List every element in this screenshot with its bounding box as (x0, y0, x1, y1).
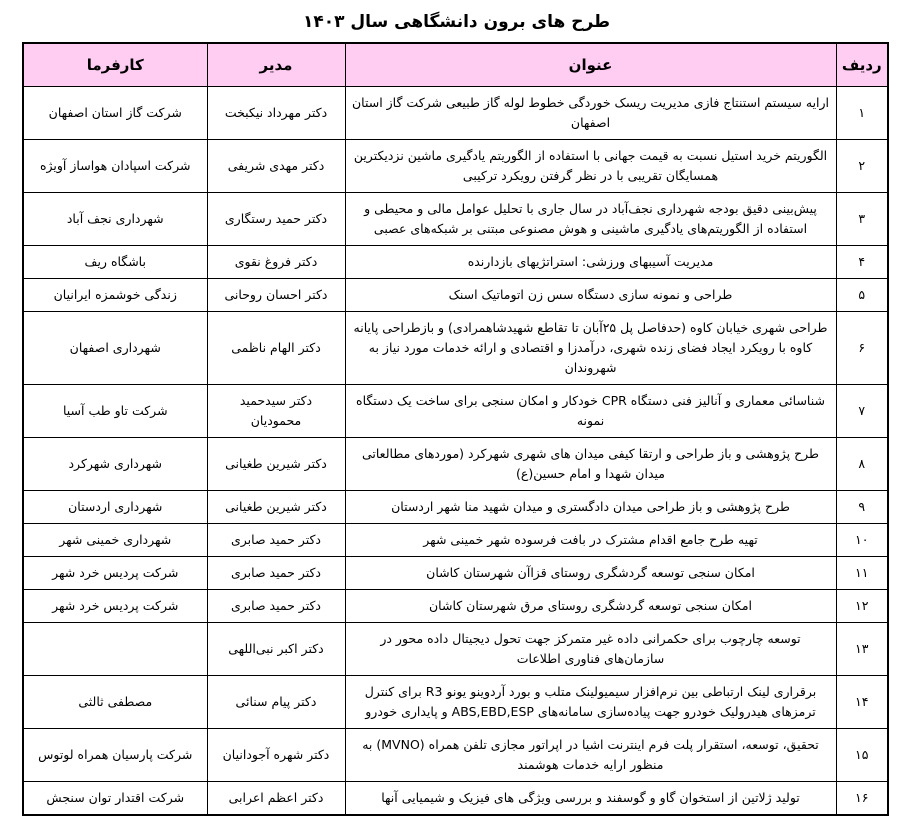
manager-cell: دکتر فروغ نقوی (207, 245, 345, 278)
manager-cell: دکتر شیرین طغیانی (207, 437, 345, 490)
header-title: عنوان (345, 43, 836, 86)
manager-cell: دکتر پیام سنائی (207, 675, 345, 728)
employer-cell: شرکت گاز استان اصفهان (23, 86, 207, 139)
table-row (23, 556, 888, 589)
row-number-cell: ۸ (836, 437, 888, 490)
title-cell: شناسائی معماری و آنالیز فنی دستگاه CPR خودکار و امکان سنجی برای ساخت یک دستگاه نمونه (345, 384, 836, 437)
title-cell: برقراری لینک ارتباطی بین نرم‌افزار سیمیولینک متلب و بورد آردوینو یونو R3 برای کنترل ترمزهای هیدرولیک خودرو جهت پیاده‌سازی سامانه‌های ABS,EBD,ESP و پایداری خودرو (345, 675, 836, 728)
manager-cell: دکتر شیرین طغیانی (207, 490, 345, 523)
header-employer: کارفرما (23, 43, 207, 86)
table-row (23, 622, 888, 675)
title-cell: پیش‌بینی دقیق بودجه شهرداری نجف‌آباد در سال جاری با تحلیل عوامل مالی و محیطی و استفاده از الگوریتم‌های یادگیری ماشینی و هوش مصنوعی مبتنی بر شبکه‌های عصبی (345, 192, 836, 245)
row-number-cell: ۱ (836, 86, 888, 139)
title-cell: تحقیق، توسعه، استقرار پلت فرم اینترنت اشیا در اپراتور مجازی تلفن همراه (MVNO) به منظور ارایه خدمات هوشمند (345, 728, 836, 781)
manager-cell: دکتر حمید صابری (207, 556, 345, 589)
table-row (23, 86, 888, 139)
row-number-cell: ۲ (836, 139, 888, 192)
projects-table (22, 42, 889, 816)
table-row (23, 728, 888, 781)
projects-table-body (23, 86, 888, 815)
row-number-cell: ۱۳ (836, 622, 888, 675)
manager-cell: دکتر الهام ناظمی (207, 311, 345, 384)
row-number-cell: ۱۵ (836, 728, 888, 781)
page-title: طرح های برون دانشگاهی سال ۱۴۰۳ (302, 12, 611, 32)
title-cell: طراحی شهری خیابان کاوه (حدفاصل پل ۲۵آبان تا تقاطع شهیدشاهمرادی) و بازطراحی پایانه کاوه با رویکرد ایجاد فضای زنده شهری، درآمدزا و اقتصادی و ارائه خدمات مورد نیاز به شهروندان (345, 311, 836, 384)
row-number-cell: ۶ (836, 311, 888, 384)
title-cell: الگوریتم خرید استیل نسبت به قیمت جهانی با استفاده از الگوریتم یادگیری ماشین نزدیکترین همسایگان تقریبی با در نظر گرفتن رویکرد ترکیبی (345, 139, 836, 192)
manager-cell: دکتر احسان روحانی (207, 278, 345, 311)
manager-cell: دکتر حمید صابری (207, 523, 345, 556)
employer-cell: شرکت تاو طب آسیا (23, 384, 207, 437)
employer-cell: شهرداری اصفهان (23, 311, 207, 384)
row-number-cell: ۱۴ (836, 675, 888, 728)
title-cell: امکان سنجی توسعه گردشگری روستای مرق شهرستان کاشان (345, 589, 836, 622)
header-row (23, 43, 888, 86)
table-row (23, 245, 888, 278)
employer-cell: شرکت اقتدار توان سنجش (23, 781, 207, 815)
title-cell: مدیریت آسیبهای ورزشی: استراتژیهای بازدارنده (345, 245, 836, 278)
header-row-number: ردیف (836, 43, 888, 86)
manager-cell: دکتر مهرداد نیکبخت (207, 86, 345, 139)
row-number-cell: ۹ (836, 490, 888, 523)
table-row (23, 384, 888, 437)
title-cell: تولید ژلاتین از استخوان گاو و گوسفند و بررسی ویژگی های فیزیک و شیمیایی آنها (345, 781, 836, 815)
table-row (23, 437, 888, 490)
title-cell: تهیه طرح جامع اقدام مشترک در بافت فرسوده شهر خمینی شهر (345, 523, 836, 556)
row-number-cell: ۱۲ (836, 589, 888, 622)
employer-cell: شرکت پردیس خرد شهر (23, 556, 207, 589)
employer-cell: شهرداری نجف آباد (23, 192, 207, 245)
manager-cell: دکتر شهره آجودانیان (207, 728, 345, 781)
manager-cell: دکتر اعظم اعرابی (207, 781, 345, 815)
manager-cell: دکتر حمید صابری (207, 589, 345, 622)
table-row (23, 589, 888, 622)
manager-cell: دکتر مهدی شریفی (207, 139, 345, 192)
table-row (23, 192, 888, 245)
title-cell: توسعه چارچوب برای حکمرانی داده غیر متمرکز جهت تحول دیجیتال داده محور در سازمان‌های فناوری اطلاعات (345, 622, 836, 675)
title-cell: ارایه سیستم استنتاج فازی مدیریت ریسک خوردگی خطوط لوله گاز طبیعی شرکت گاز استان اصفهان (345, 86, 836, 139)
table-row (23, 490, 888, 523)
table-row (23, 675, 888, 728)
row-number-cell: ۷ (836, 384, 888, 437)
employer-cell: باشگاه ریف (23, 245, 207, 278)
row-number-cell: ۴ (836, 245, 888, 278)
title-cell: طراحی و نمونه سازی دستگاه سس زن اتوماتیک اسنک (345, 278, 836, 311)
employer-cell: شرکت پردیس خرد شهر (23, 589, 207, 622)
table-row (23, 311, 888, 384)
title-cell: طرح پژوهشی و باز طراحی و ارتقا کیفی میدان های شهری شهرکرد (موردهای مطالعاتی میدان شهدا و امام حسین(ع) (345, 437, 836, 490)
row-number-cell: ۵ (836, 278, 888, 311)
row-number-cell: ۱۰ (836, 523, 888, 556)
table-row (23, 139, 888, 192)
employer-cell: زندگی خوشمزه ایرانیان (23, 278, 207, 311)
table-row (23, 278, 888, 311)
row-number-cell: ۱۶ (836, 781, 888, 815)
employer-cell (23, 622, 207, 675)
manager-cell: دکتر حمید رستگاری (207, 192, 345, 245)
table-row (23, 523, 888, 556)
header-manager: مدیر (207, 43, 345, 86)
employer-cell: شهرداری خمینی شهر (23, 523, 207, 556)
employer-cell: مصطفی ثالثی (23, 675, 207, 728)
employer-cell: شهرداری شهرکرد (23, 437, 207, 490)
title-cell: طرح پژوهشی و باز طراحی میدان دادگستری و میدان شهید منا شهر اردستان (345, 490, 836, 523)
row-number-cell: ۳ (836, 192, 888, 245)
row-number-cell: ۱۱ (836, 556, 888, 589)
employer-cell: شرکت اسپادان هواساز آویژه (23, 139, 207, 192)
employer-cell: شرکت پارسیان همراه لوتوس (23, 728, 207, 781)
manager-cell: دکتر اکبر نبی‌اللهی (207, 622, 345, 675)
table-header (23, 43, 888, 86)
employer-cell: شهرداری اردستان (23, 490, 207, 523)
title-cell: امکان سنجی توسعه گردشگری روستای قزاآن شهرستان کاشان (345, 556, 836, 589)
manager-cell: دکتر سیدحمید محمودیان (207, 384, 345, 437)
table-row (23, 781, 888, 815)
